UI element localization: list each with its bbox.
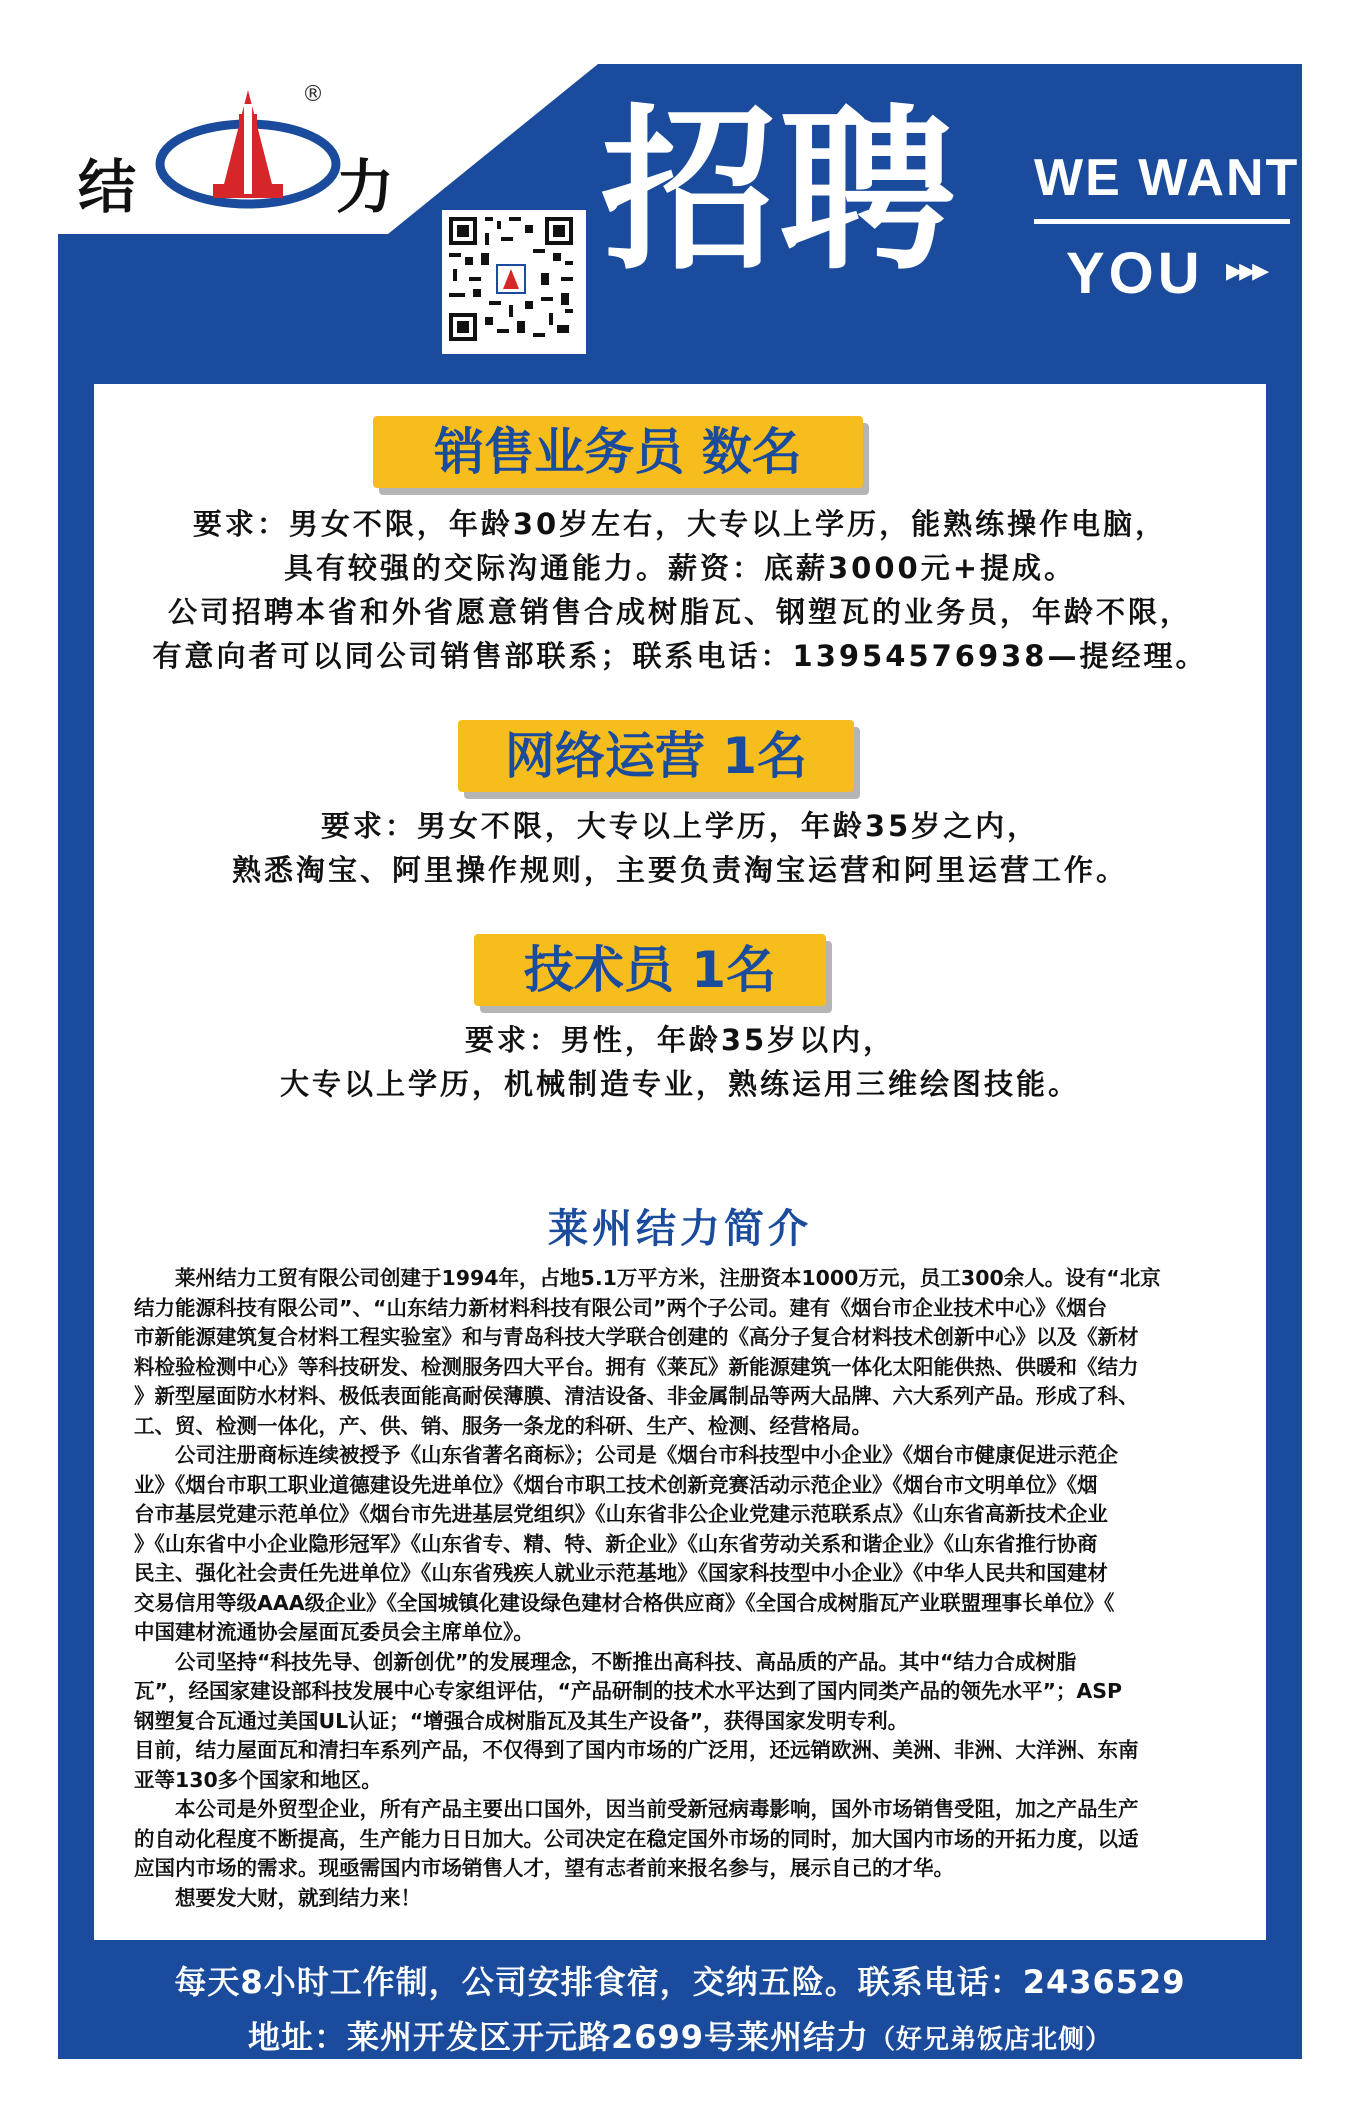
intro-line: 的自动化程度不断提高，生产能力日日加大。公司决定在稳定国外市场的同时，加大国内市场的开拓力度，以适 xyxy=(134,1826,1139,1851)
job-requirements-technician xyxy=(94,1018,1266,1106)
job-requirements-online-ops xyxy=(94,804,1266,892)
company-address xyxy=(58,2012,1302,2058)
address-text: 地址：莱州开发区开元路2699号莱州结力 xyxy=(247,2018,870,2056)
recruitment-heading: 招聘 xyxy=(601,89,958,294)
content-panel xyxy=(94,384,1266,1940)
requirement-line: 要求：男性，年龄35岁以内， xyxy=(464,1023,896,1057)
intro-line: 中国建材流通协会屋面瓦委员会主席单位》。 xyxy=(134,1620,534,1644)
recruitment-poster xyxy=(58,64,1302,2059)
logo-char-right: 力 xyxy=(336,153,395,221)
working-conditions-phone: 每天8小时工作制，公司安排食宿，交纳五险。联系电话：2436529 xyxy=(174,1963,1186,2001)
address-note: （好兄弟饭店北侧） xyxy=(869,2025,1113,2055)
intro-line: 亚等130多个国家和地区。 xyxy=(134,1767,382,1792)
qr-code-icon xyxy=(442,210,586,354)
logo-char-left: 结 xyxy=(78,153,137,221)
requirement-line: 大专以上学历，机械制造专业，熟练运用三维绘图技能。 xyxy=(279,1067,1080,1101)
requirement-line: 公司招聘本省和外省愿意销售合成树脂瓦、钢塑瓦的业务员，年龄不限， xyxy=(167,595,1192,629)
intro-line: 目前，结力屋面瓦和清扫车系列产品，不仅得到了国内市场的广泛用，还远销欧洲、美洲、非洲、大洋洲、东南 xyxy=(134,1738,1139,1762)
intro-line: 公司注册商标连续被授予《山东省著名商标》；公司是《烟台市科技型中小企业》《烟台市健康促进示范企 xyxy=(134,1443,1118,1467)
intro-line: 结力能源科技有限公司”、“山东结力新材料科技有限公司”两个子公司。建有《烟台市企业技术中心》《烟台 xyxy=(134,1295,1108,1320)
requirement-line: 熟悉淘宝、阿里操作规则，主要负责淘宝运营和阿里运营工作。 xyxy=(231,853,1128,887)
job-requirements-sales xyxy=(94,502,1266,678)
intro-line: 台市基层党建示范单位》《烟台市先进基层党组织》《山东省非公企业党建示范联系点》《山东省高新技术企业 xyxy=(134,1502,1108,1526)
registered-mark: ® xyxy=(302,82,324,107)
intro-line: 想要发大财，就到结力来！ xyxy=(134,1885,421,1910)
job-title-online-ops: 网络运营 1名 xyxy=(458,720,854,792)
company-intro-body xyxy=(134,1264,1234,1913)
job-title-sales: 销售业务员 数名 xyxy=(373,416,863,488)
intro-line: 公司坚持“科技先导、创新创优”的发展理念，不断推出高科技、高品质的产品。其中“结力合成树脂 xyxy=(134,1649,1077,1674)
intro-line: 》新型屋面防水材料、极低表面能高耐侯薄膜、清洁设备、非金属制品等两大品牌、六大系列产品。形成了科、 xyxy=(134,1384,1139,1408)
intro-line: 业》《烟台市职工职业道德建设先进单位》《烟台市职工技术创新竞赛活动示范企业》《烟台市文明单位》《烟 xyxy=(134,1472,1098,1497)
arrows-icon: ▸▸▸ xyxy=(1226,250,1266,290)
intro-line: 工、贸、检测一体化，产、供、销、服务一条龙的科研、生产、检测、经营格局。 xyxy=(134,1413,872,1438)
you-text: YOU xyxy=(1066,241,1204,306)
intro-line: 钢塑复合瓦通过美国UL认证；“增强合成树脂瓦及其生产设备”，获得国家发明专利。 xyxy=(134,1708,909,1733)
intro-line: 交易信用等级AAA级企业》《全国城镇化建设绿色建材合格供应商》《全国合成树脂瓦产业联盟理事长单位》《 xyxy=(134,1590,1115,1615)
intro-line: 市新能源建筑复合材料工程实验室》和与青岛科技大学联合创建的《高分子复合材料技术创新中心》以及《新材 xyxy=(134,1325,1139,1349)
requirement-line: 要求：男女不限，年龄30岁左右，大专以上学历，能熟练操作电脑， xyxy=(192,507,1168,541)
job-title-technician: 技术员 1名 xyxy=(474,934,826,1006)
intro-line: 应国内市场的需求。现亟需国内市场销售人才，望有志者前来报名参与，展示自己的才华。 xyxy=(134,1856,954,1880)
intro-line: 民主、强化社会责任先进单位》《山东省残疾人就业示范基地》《国家科技型中小企业》《中华人民共和国建材 xyxy=(134,1561,1108,1585)
requirement-line: 有意向者可以同公司销售部联系；联系电话：13954576938—提经理。 xyxy=(152,639,1208,673)
company-intro-title: 莱州结力简介 xyxy=(548,1206,812,1252)
requirement-line: 要求：男女不限，大专以上学历，年龄35岁之内， xyxy=(320,809,1040,843)
we-want-text: WE WANT xyxy=(1034,149,1300,207)
intro-line: 瓦”，经国家建设部科技发展中心专家组评估，“产品研制的技术水平达到了国内同类产品的领先水平”；ASP xyxy=(134,1679,1123,1703)
header-divider xyxy=(1034,219,1290,224)
intro-line: 莱州结力工贸有限公司创建于1994年，占地5.1万平方米，注册资本1000万元，员工300余人。设有“北京 xyxy=(134,1266,1161,1290)
intro-line: 料检验检测中心》等科技研发、检测服务四大平台。拥有《莱瓦》新能源建筑一体化太阳能供热、供暖和《结力 xyxy=(134,1354,1139,1379)
intro-line: 本公司是外贸型企业，所有产品主要出口国外，因当前受新冠病毒影响，国外市场销售受阻，加之产品生产 xyxy=(134,1797,1139,1821)
intro-line: 》《山东省中小企业隐形冠军》《山东省专、精、特、新企业》《山东省劳动关系和谐企业》《山东省推行协商 xyxy=(134,1531,1098,1556)
requirement-line: 具有较强的交际沟通能力。薪资：底薪3000元+提成。 xyxy=(283,551,1076,585)
